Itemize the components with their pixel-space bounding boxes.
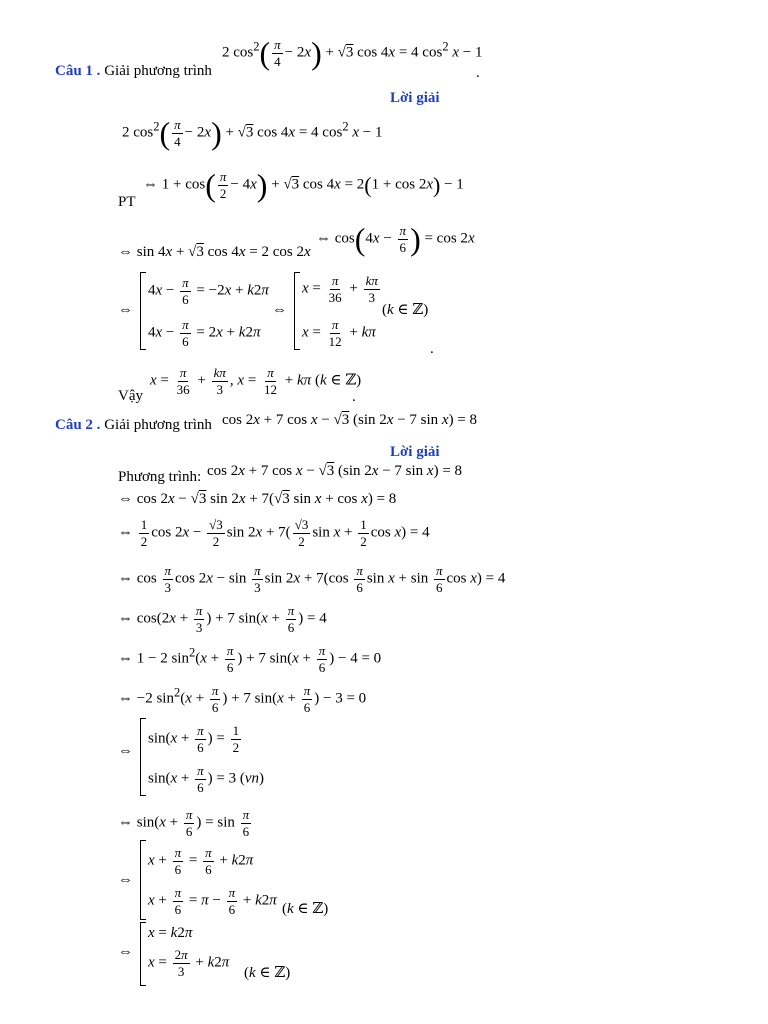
- q2-equation-header: cos 2x + 7 cos x − √3 (sin 2x − 7 sin x) = 8: [222, 412, 478, 428]
- q1-dot: .: [476, 65, 480, 81]
- q1-step-1: 2 $\cos^2$( $\frac{\pi}{4}$ − 2x) + √3 cos 4x = 4 $\cos^2 x - 1$: [122, 114, 383, 151]
- q1-step-3a: ⇔ sin 4x + √3 cos 4x = 2 cos 2x: [118, 244, 311, 260]
- q2-equiv-3: ⇔: [118, 944, 133, 960]
- q2-bracket-1: [140, 718, 146, 796]
- q1-equiv-1: ⇔: [118, 302, 133, 318]
- q1-case-1b: 4x − $\frac{\pi}{6}$ = 2x + k2π: [148, 317, 261, 349]
- q2-step-4: ⇔ cos $\frac{\pi}{3}$ cos 2x − sin $\frac{\pi}{3}$ sin 2x + 7(cos $\frac{\pi}{6}$ sin x + sin $\frac{\pi}{6}$ cos x) = 4: [118, 563, 506, 595]
- q2-case-3a: x = k2π: [148, 925, 193, 941]
- q1-equation-header: 2 $\cos^2$( $\frac{\pi}{4}$ − 2x) + √3 cos 4x = 4 $\cos^2 x - 1$: [222, 34, 483, 71]
- q2-step-3: ⇔ $\frac{1}{2}$ cos 2x − $\frac{√3}{2}$ sin 2x + 7( $\frac{√3}{2}$ sin x + $\frac{1}{2}$ cos x) = 4: [118, 517, 430, 549]
- q2-k-domain-1: (k ∈ ℤ): [282, 901, 329, 917]
- q2-case-3b: x = $\frac{2\pi}{3}$ + k2π: [148, 947, 230, 979]
- q1-prompt: Giải phương trình: [104, 63, 212, 79]
- q2-step-6: ⇔ 1 − 2 $\sin^2(x$ + $\frac{\pi}{6}$ ) + 7 sin(x + $\frac{\pi}{6}$ ) − 4 = 0: [118, 643, 382, 675]
- q2-case-2a: x + $\frac{\pi}{6}$ = $\frac{\pi}{6}$ + k2π: [148, 845, 254, 877]
- q1-conclusion-label: Vậy: [118, 388, 143, 404]
- q1-bracket-2: [294, 272, 300, 350]
- q2-step-7: ⇔ −2 $\sin^2(x$ + $\frac{\pi}{6}$ ) + 7 sin(x + $\frac{\pi}{6}$ ) − 3 = 0: [118, 683, 367, 715]
- q1-step-2: ⇔ 1 + cos( $\frac{\pi}{2}$ − 4x) + √3 cos 4x = 2(1 + cos 2x) − 1: [143, 166, 464, 203]
- q2-case-2b: x + $\frac{\pi}{6}$ = π − $\frac{\pi}{6}$ + k2π: [148, 885, 277, 917]
- q1-label: Câu 1 .: [55, 63, 101, 79]
- q1-step-3b: ⇔ cos(4x − $\frac{\pi}{6}$ ) = cos 2x: [316, 220, 475, 257]
- q2-equiv-1: ⇔: [118, 743, 133, 759]
- q2-case-1b: sin(x + $\frac{\pi}{6}$ ) = 3 (vn): [148, 763, 265, 795]
- q1-k-domain: (k ∈ ℤ): [382, 302, 429, 318]
- q2-solution-label: Lời giải: [390, 444, 440, 460]
- q1-case-2a: x = $\frac{\pi}{36}$ + $\frac{k\pi}{3}$: [302, 273, 378, 305]
- q1-conclusion: x = $\frac{\pi}{36}$ + $\frac{k\pi}{3}$ , x = $\frac{\pi}{12}$ + kπ (k ∈ ℤ): [150, 365, 362, 397]
- q2-line: [55, 418, 212, 433]
- q1-bracket-1: [140, 272, 146, 350]
- q2-bracket-2: [140, 840, 146, 920]
- q1-equiv-2: ⇔: [272, 302, 287, 318]
- q1-case-2b: x = $\frac{\pi}{12}$ + kπ: [302, 317, 376, 349]
- q2-eq-label: Phương trình:: [118, 469, 202, 485]
- q2-step-1: cos 2x + 7 cos x − √3 (sin 2x − 7 sin x) = 8: [207, 463, 463, 479]
- q1-solution-label: Lời giải: [390, 90, 440, 106]
- q1-dot-2: .: [430, 341, 434, 357]
- q1-line: [55, 64, 212, 79]
- q1-pt-label: PT: [118, 194, 136, 210]
- q2-bracket-3: [140, 922, 146, 986]
- q1-case-1a: 4x − $\frac{\pi}{6}$ = −2x + k2π: [148, 275, 269, 307]
- q2-equiv-2: ⇔: [118, 872, 133, 888]
- q2-step-2: ⇔ cos 2x − √3 sin 2x + 7(√3 sin x + cos x) = 8: [118, 491, 397, 507]
- q2-case-1a: sin(x + $\frac{\pi}{6}$ ) = $\frac{1}{2}$: [148, 723, 240, 755]
- q2-step-5: ⇔ cos(2x + $\frac{\pi}{3}$ ) + 7 sin(x + $\frac{\pi}{6}$ ) = 4: [118, 603, 327, 635]
- q1-dot-3: .: [352, 389, 356, 405]
- q2-step-8: ⇔ sin(x + $\frac{\pi}{6}$ ) = sin $\frac{\pi}{6}$: [118, 807, 250, 839]
- q2-k-domain-2: (k ∈ ℤ): [244, 965, 291, 981]
- q2-prompt: Giải phương trình: [104, 417, 212, 433]
- q2-label: Câu 2 .: [55, 417, 101, 433]
